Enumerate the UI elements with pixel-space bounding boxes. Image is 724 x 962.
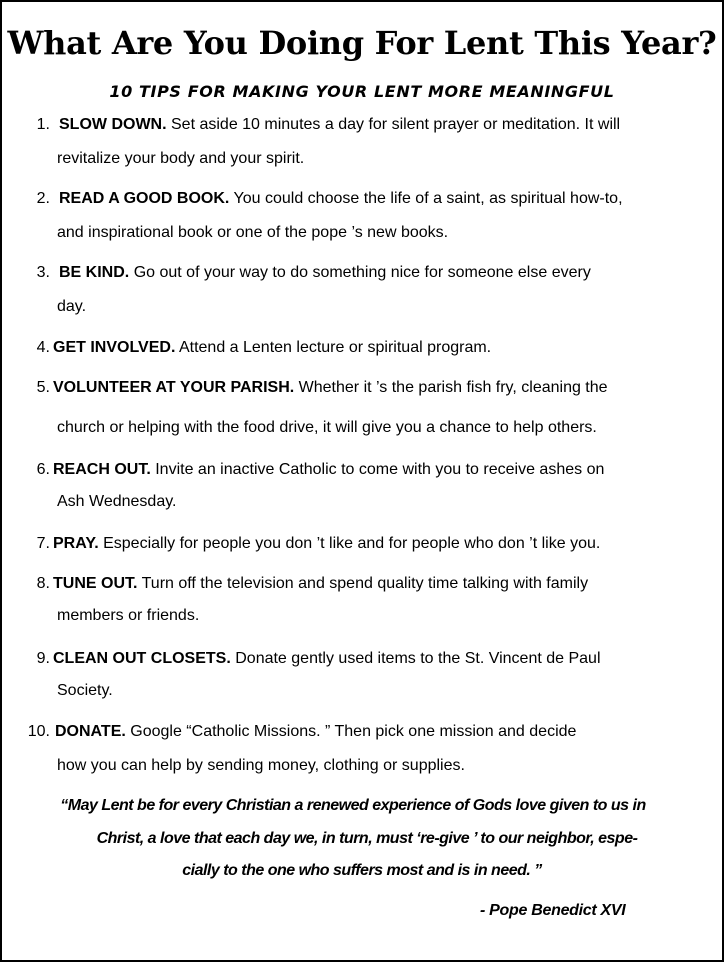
- tip-line-1: [53, 331, 491, 365]
- tip-heading: TUNE OUT.: [53, 575, 138, 592]
- tip-number: 8.: [36, 575, 50, 592]
- tip-line-1: [53, 567, 588, 601]
- tip-line-2: church or helping with the food drive, it will give you a chance to help others.: [57, 419, 597, 436]
- tip-text: You could choose the life of a saint, as spiritual how-to,: [233, 190, 623, 207]
- tip-line-1: [53, 527, 600, 561]
- tip-text: Donate gently used items to the St. Vincent de Paul: [235, 650, 601, 667]
- quote-line-2: Christ, a love that each day we, in turn, must ‘re-give ’ to our neighbor, espe-: [96, 830, 638, 847]
- tip-number: 7.: [36, 535, 50, 552]
- tip-heading: REACH OUT.: [53, 461, 151, 478]
- tip-line-1: [59, 108, 620, 142]
- tip-line-2: how you can help by sending money, clothing or supplies.: [57, 757, 465, 774]
- tip-text: Especially for people you don ’t like and for people who don ’t like you.: [103, 535, 601, 552]
- tip-heading: DONATE.: [55, 723, 126, 740]
- tip-heading: CLEAN OUT CLOSETS.: [53, 650, 231, 667]
- quote-line-1: “May Lent be for every Christian a renewed experience of Gods love given to us in: [60, 797, 646, 814]
- tip-line-1: [53, 642, 601, 676]
- page-subtitle: 10 TIPS FOR MAKING YOUR LENT MORE MEANINGFUL: [109, 82, 615, 101]
- tip-line-1: [53, 453, 604, 487]
- tip-heading: BE KIND.: [59, 264, 130, 281]
- tip-line-2: and inspirational book or one of the pope ’s new books.: [57, 224, 449, 241]
- tip-line-1: [53, 371, 608, 405]
- tip-heading: READ A GOOD BOOK.: [59, 190, 230, 207]
- tip-line-2: day.: [57, 298, 87, 315]
- tip-text: Set aside 10 minutes a day for silent prayer or meditation. It will: [171, 116, 621, 133]
- tip-line-1: [59, 256, 591, 290]
- quote-line-3: cially to the one who suffers most and is in need. ”: [182, 862, 542, 879]
- tip-number: 5.: [36, 379, 50, 396]
- tip-number: 2.: [36, 190, 50, 207]
- tip-number: 3.: [36, 264, 50, 281]
- tip-number: 4.: [36, 339, 50, 356]
- tip-number: 10.: [27, 723, 50, 740]
- tip-line-2: members or friends.: [57, 607, 200, 624]
- tip-text: Attend a Lenten lecture or spiritual program.: [178, 339, 492, 356]
- tip-text: Invite an inactive Catholic to come with you to receive ashes on: [155, 461, 605, 478]
- tip-text: Google “Catholic Missions. ” Then pick one mission and decide: [130, 723, 577, 740]
- tip-line-1: [59, 182, 623, 216]
- tip-text: Turn off the television and spend quality time talking with family: [141, 575, 589, 592]
- tip-line-2: revitalize your body and your spirit.: [57, 150, 305, 167]
- tip-text: Whether it ’s the parish fish fry, cleaning the: [298, 379, 608, 396]
- tip-number: 9.: [36, 650, 50, 667]
- tip-heading: PRAY.: [53, 535, 99, 552]
- tip-number: 1.: [36, 116, 50, 133]
- tip-line-1: [55, 715, 576, 749]
- page-title: What Are You Doing For Lent This Year?: [7, 24, 717, 62]
- quote-attribution: - Pope Benedict XVI: [480, 902, 626, 919]
- tip-heading: SLOW DOWN.: [59, 116, 167, 133]
- tip-line-2: Ash Wednesday.: [57, 493, 177, 510]
- tip-line-2: Society.: [57, 682, 113, 699]
- tip-heading: GET INVOLVED.: [53, 339, 176, 356]
- tip-heading: VOLUNTEER AT YOUR PARISH.: [53, 379, 295, 396]
- tip-number: 6.: [36, 461, 50, 478]
- tip-text: Go out of your way to do something nice for someone else every: [133, 264, 591, 281]
